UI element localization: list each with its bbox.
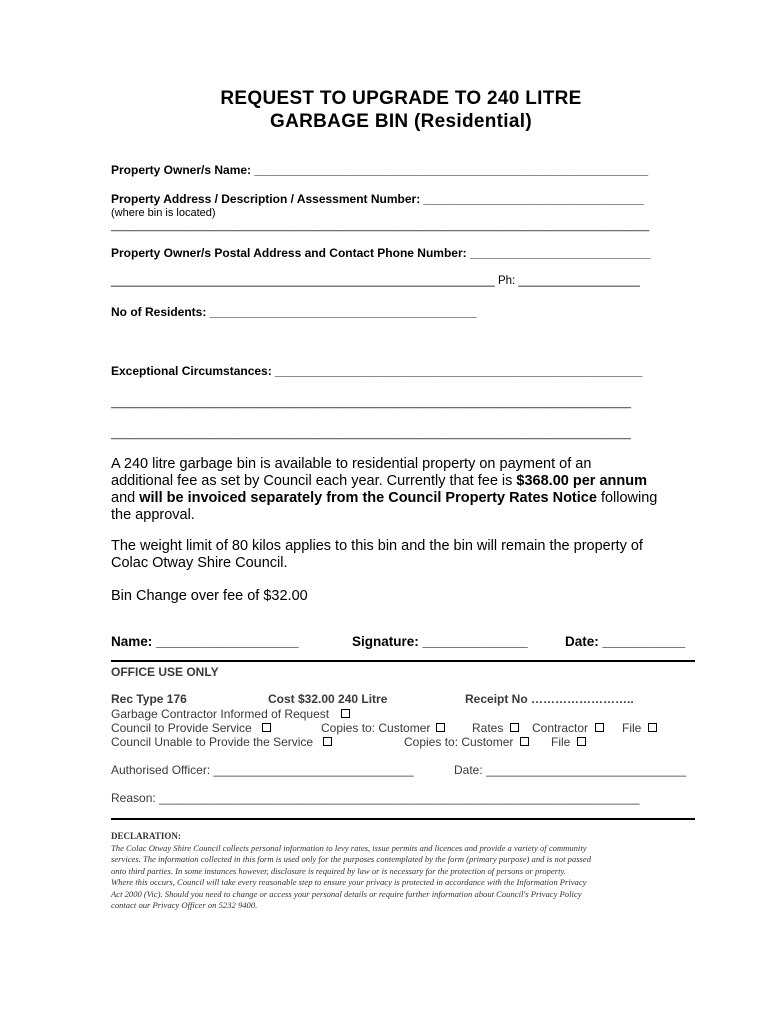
authorised-officer-field[interactable]: Authorised Officer: ______________________________ [111,763,414,777]
residents-field[interactable]: No of Residents: ________________________________________ [111,305,477,319]
contractor-informed-checkbox[interactable] [341,709,350,718]
file-checkbox-2[interactable] [577,737,586,746]
name-field[interactable]: Name: ___________________ [111,634,299,649]
file-checkbox-1[interactable] [648,723,657,732]
declaration-line: Act 2000 (Vic). Should you need to change or access your personal details or require further information about Council's Privacy Policy [111,888,582,899]
file-option-2: File [551,735,586,749]
form-title-line1: REQUEST TO UPGRADE TO 240 LITRE [220,88,582,109]
copies-customer-checkbox-2[interactable] [520,737,529,746]
paragraph-1-line-3: and will be invoiced separately from the Council Property Rates Notice following [111,490,658,506]
declaration-line: Where this occurs, Council will take every reasonable step to ensure your privacy is protected in accordance with the Information Privacy [111,877,587,888]
office-divider-top [111,660,695,662]
reason-field[interactable]: Reason: ________________________________________________________________________ [111,791,640,805]
date-field[interactable]: Date: ___________ [565,634,686,649]
contractor-informed-row: Garbage Contractor Informed of Request [111,707,350,721]
copies-customer-checkbox[interactable] [436,723,445,732]
rec-type: Rec Type 176 [111,692,187,706]
paragraph-1-line-2: additional fee as set by Council each year. Currently that fee is $368.00 per annum [111,473,647,489]
contractor-checkbox[interactable] [595,723,604,732]
paragraph-1-line-4: the approval. [111,507,195,523]
paragraph-1-line-1: A 240 litre garbage bin is available to residential property on payment of an [111,456,592,472]
paragraph-2-line-1: The weight limit of 80 kilos applies to this bin and the bin will remain the property of [111,538,643,554]
declaration-heading: DECLARATION: [111,831,181,841]
council-unable-row: Council Unable to Provide the Service [111,735,332,749]
contractor-option: Contractor [532,721,604,735]
postal-line-2[interactable]: ____________________________________________________________ Ph: ___________________ [111,275,640,287]
declaration-line: contact our Privacy Officer on 5232 9400. [111,900,258,910]
rates-option: Rates [472,721,519,735]
declaration-line: onto third parties. In some instances however, disclosure is required by law or is necessary for the protection of persons or property. [111,865,566,876]
address-field[interactable]: Property Address / Description / Assessment Number: _________________________________ [111,192,644,206]
postal-address-field[interactable]: Property Owner/s Postal Address and Contact Phone Number: ___________________________ [111,246,651,260]
office-divider-bottom [111,818,695,820]
file-option-1: File [622,721,657,735]
office-date-field[interactable]: Date: ______________________________ [454,763,687,777]
council-provide-checkbox[interactable] [262,723,271,732]
changeover-fee: Bin Change over fee of $32.00 [111,588,308,604]
cost: Cost $32.00 240 Litre [268,692,388,706]
rates-checkbox[interactable] [510,723,519,732]
form-title-line2: GARBAGE BIN (Residential) [270,111,532,132]
address-line-2[interactable]: ________________________________________________________________________________________ [111,220,650,232]
office-use-heading: OFFICE USE ONLY [111,665,219,679]
signature-field[interactable]: Signature: ______________ [352,634,528,649]
council-unable-checkbox[interactable] [323,737,332,746]
fee-amount: $368.00 per annum [516,473,647,489]
paragraph-2-line-2: Colac Otway Shire Council. [111,555,288,571]
exceptional-line-3[interactable]: _____________________________________________________________________________________ [111,428,632,440]
owner-name-field[interactable]: Property Owner/s Name: ___________________________________________________________ [111,163,649,177]
council-provide-row: Council to Provide Service [111,721,271,735]
declaration-line: The Colac Otway Shire Council collects personal information to levy rates, issue permits and licences and provide a variety of community [111,843,587,853]
exceptional-circumstances-field[interactable]: Exceptional Circumstances: _______________________________________________________ [111,364,643,378]
receipt-no[interactable]: Receipt No …………………….. [465,692,634,706]
address-note: (where bin is located) [111,207,216,219]
copies-to-row-1: Copies to: Customer [321,721,445,735]
invoice-note: will be invoiced separately from the Council Property Rates Notice [139,490,597,506]
exceptional-line-2[interactable]: _____________________________________________________________________________________ [111,397,632,409]
copies-to-row-2: Copies to: Customer [404,735,529,749]
declaration-line: services. The information collected in this form is used only for the purposes contemplated by the form (primary purpose) and is not passed [111,854,592,865]
